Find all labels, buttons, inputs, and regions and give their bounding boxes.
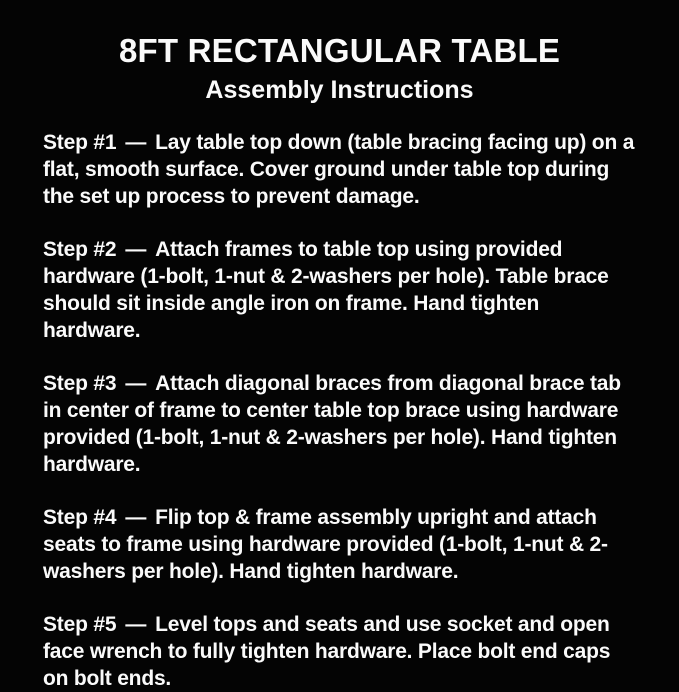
step-paragraph-1 bbox=[43, 129, 641, 210]
step-dash: — bbox=[125, 506, 147, 529]
step-paragraph-5 bbox=[43, 611, 641, 692]
step-body: Attach frames to table top using provided hardware (1-bolt, 1-nut & 2-washers per hole). Table brace should sit inside angle iron on frame. Hand tighten hardware. bbox=[43, 238, 609, 342]
step-paragraph-2 bbox=[43, 236, 641, 344]
step-label: Step #5 bbox=[43, 613, 117, 636]
step-dash: — bbox=[125, 238, 147, 261]
step-dash: — bbox=[125, 372, 147, 395]
step-body: Lay table top down (table bracing facing up) on a flat, smooth surface. Cover ground under table top during the set up process to prevent damage. bbox=[43, 131, 635, 208]
step-label: Step #2 bbox=[43, 238, 117, 261]
step-body: Attach diagonal braces from diagonal brace tab in center of frame to center table top brace using hardware provided (1-bolt, 1-nut & 2-washers per hole). Hand tighten hardware. bbox=[43, 372, 621, 476]
page-subtitle: Assembly Instructions bbox=[205, 76, 474, 104]
step-paragraph-4 bbox=[43, 504, 641, 585]
step-paragraph-3 bbox=[43, 370, 641, 478]
step-label: Step #1 bbox=[43, 131, 117, 154]
page-title: 8FT RECTANGULAR TABLE bbox=[118, 32, 561, 69]
step-dash: — bbox=[125, 613, 147, 636]
step-label: Step #4 bbox=[43, 506, 117, 529]
step-dash: — bbox=[125, 131, 147, 154]
step-label: Step #3 bbox=[43, 372, 117, 395]
step-body: Flip top & frame assembly upright and attach seats to frame using hardware provided (1-bolt, 1-nut & 2-washers per hole). Hand tighten hardware. bbox=[43, 506, 608, 583]
step-body: Level tops and seats and use socket and open face wrench to fully tighten hardware. Place bolt end caps on bolt ends. bbox=[43, 613, 611, 690]
